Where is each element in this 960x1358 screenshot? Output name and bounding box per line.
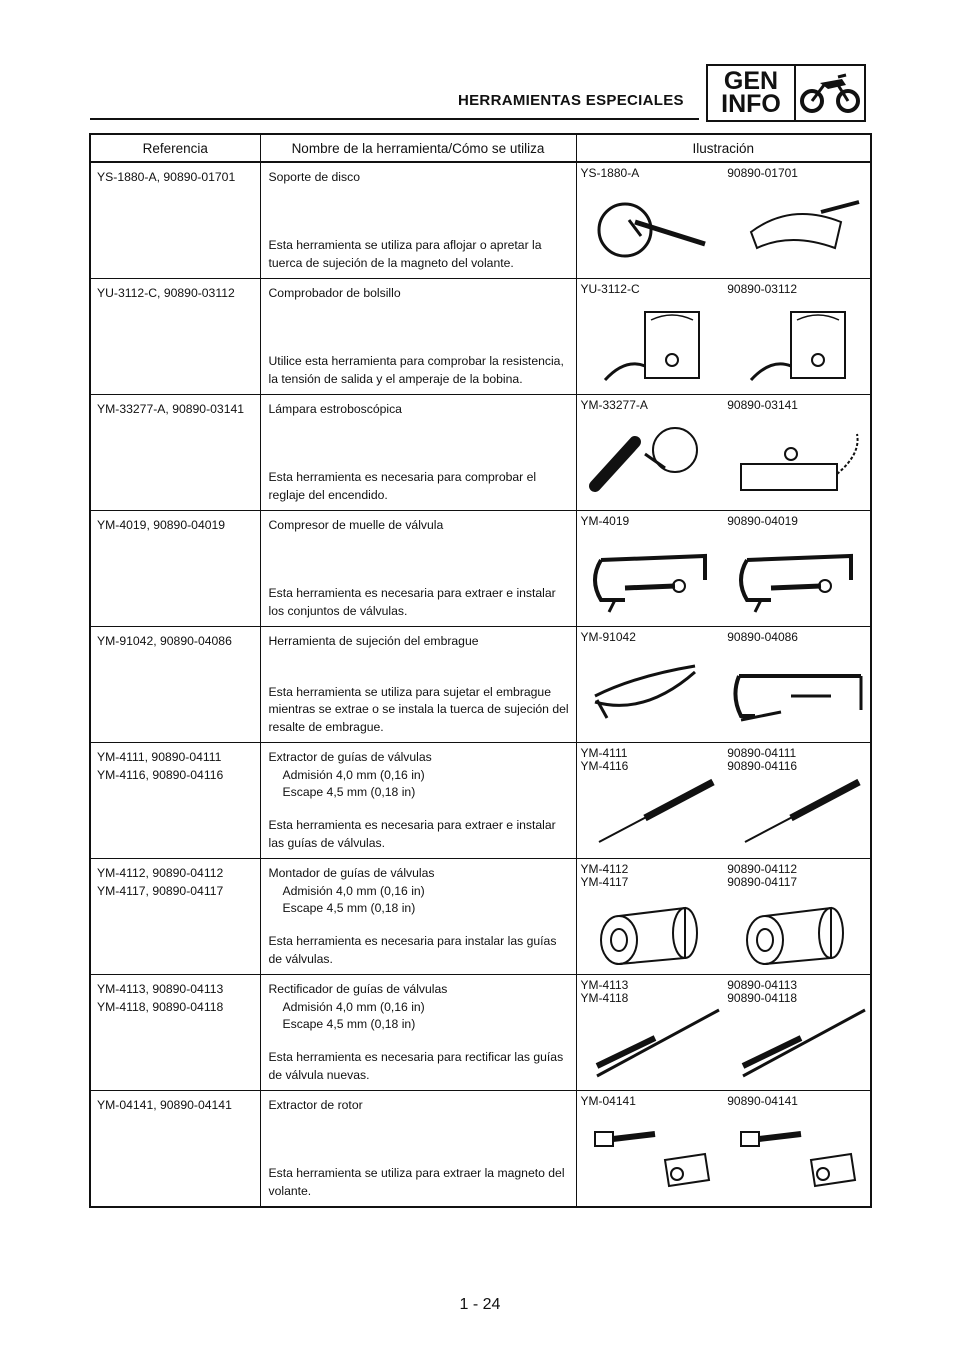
tool-illustration bbox=[731, 192, 869, 272]
reference-code: YM-4111, 90890-04111 bbox=[97, 750, 222, 764]
table-header-row bbox=[90, 134, 871, 162]
tool-illustration bbox=[585, 888, 723, 968]
illustration-cell bbox=[576, 859, 871, 975]
tool-name-cell bbox=[260, 743, 576, 859]
illustration-right bbox=[723, 627, 870, 742]
illustration-label: YM-04141 bbox=[580, 1094, 636, 1108]
table-row bbox=[90, 975, 871, 1091]
illustration-label: 90890-04112 90890-04117 bbox=[727, 862, 798, 889]
illustration-right bbox=[723, 511, 870, 626]
illustration-label: YM-4112 YM-4117 bbox=[580, 862, 629, 889]
table-row bbox=[90, 627, 871, 743]
illustration-left bbox=[577, 279, 724, 394]
reference-cell bbox=[90, 743, 260, 859]
tool-name-cell bbox=[260, 395, 576, 511]
tool-usage: Esta herramienta es necesaria para extraer e instalar los conjuntos de válvulas. bbox=[268, 586, 556, 618]
badge-line-1: GEN bbox=[723, 67, 779, 95]
illustration-left bbox=[577, 1091, 724, 1206]
reference-code: YU-3112-C, 90890-03112 bbox=[97, 286, 235, 300]
illustration-cell bbox=[576, 279, 871, 395]
illustration-label: YM-91042 bbox=[580, 630, 636, 644]
illustration-cell bbox=[576, 395, 871, 511]
tool-name: Compresor de muelle de válvula bbox=[268, 518, 444, 532]
motorcycle-icon bbox=[796, 66, 864, 120]
reference-cell bbox=[90, 627, 260, 743]
tool-name: Extractor de guías de válvulas bbox=[268, 750, 432, 764]
reference-code: YM-4118, 90890-04118 bbox=[97, 999, 224, 1014]
special-tools-table bbox=[89, 133, 872, 1208]
tool-name: Rectificador de guías de válvulas bbox=[268, 982, 448, 996]
illustration-label: YM-4111 YM-4116 bbox=[580, 746, 629, 773]
table-row bbox=[90, 395, 871, 511]
tool-name-cell bbox=[260, 162, 576, 279]
tool-illustration bbox=[731, 424, 869, 504]
illustration-cell bbox=[576, 743, 871, 859]
illustration-label: YM-4019 bbox=[580, 514, 630, 528]
tool-name-cell bbox=[260, 975, 576, 1091]
illustration-right bbox=[723, 743, 870, 858]
reference-code: YM-4112, 90890-04112 bbox=[97, 866, 224, 880]
tool-illustration bbox=[585, 424, 723, 504]
illustration-cell bbox=[576, 162, 871, 279]
reference-cell bbox=[90, 511, 260, 627]
gen-info-badge bbox=[706, 64, 866, 122]
reference-code: YM-4019, 90890-04019 bbox=[97, 518, 226, 532]
tool-illustration bbox=[585, 540, 723, 620]
tool-usage: Esta herramienta se utiliza para aflojar o apretar la tuerca de sujeción de la magneto del volante. bbox=[268, 238, 542, 270]
tool-name-cell bbox=[260, 279, 576, 395]
badge-line-2: INFO bbox=[721, 90, 781, 118]
illustration-right bbox=[723, 395, 870, 510]
column-header-reference: Referencia bbox=[90, 134, 260, 162]
illustration-left bbox=[577, 743, 724, 858]
illustration-label: 90890-04019 bbox=[727, 514, 798, 528]
reference-code: YM-4117, 90890-04117 bbox=[97, 883, 224, 898]
reference-code: YM-4113, 90890-04113 bbox=[97, 982, 224, 996]
tool-usage: Utilice esta herramienta para comprobar la resistencia, la tensión de salida y el amperaje de la bobina. bbox=[268, 354, 564, 386]
illustration-right bbox=[723, 1091, 870, 1206]
tool-illustration bbox=[731, 540, 869, 620]
tool-spec: Escape 4,5 mm (0,18 in) bbox=[282, 785, 416, 799]
illustration-label: YM-33277-A bbox=[580, 398, 648, 412]
illustration-cell bbox=[576, 975, 871, 1091]
tool-name: Extractor de rotor bbox=[268, 1098, 363, 1112]
table-row bbox=[90, 162, 871, 279]
tool-name: Herramienta de sujeción del embrague bbox=[268, 634, 479, 648]
tool-name-cell bbox=[260, 859, 576, 975]
tool-name: Lámpara estroboscópica bbox=[268, 402, 402, 416]
tool-name: Montador de guías de válvulas bbox=[268, 866, 435, 880]
illustration-right bbox=[723, 163, 870, 278]
illustration-left bbox=[577, 859, 724, 974]
illustration-label: 90890-04111 90890-04116 bbox=[727, 746, 798, 773]
tool-illustration bbox=[585, 656, 723, 736]
tool-usage: Esta herramienta es necesaria para comprobar el reglaje del encendido. bbox=[268, 470, 537, 502]
table-row bbox=[90, 859, 871, 975]
illustration-left bbox=[577, 627, 724, 742]
tool-illustration bbox=[731, 1120, 869, 1200]
illustration-label: 90890-03112 bbox=[727, 282, 798, 296]
table-row bbox=[90, 511, 871, 627]
reference-code: YM-33277-A, 90890-03141 bbox=[97, 402, 245, 416]
reference-code: YM-4116, 90890-04116 bbox=[97, 767, 224, 782]
column-header-illustration: Ilustración bbox=[576, 134, 871, 162]
illustration-label: 90890-04113 90890-04118 bbox=[727, 978, 798, 1005]
tool-name-cell bbox=[260, 627, 576, 743]
reference-cell bbox=[90, 162, 260, 279]
reference-cell bbox=[90, 1091, 260, 1208]
tool-illustration bbox=[731, 772, 869, 852]
tool-usage: Esta herramienta es necesaria para extraer e instalar las guías de válvulas. bbox=[268, 818, 556, 850]
tool-spec: Admisión 4,0 mm (0,16 in) bbox=[282, 883, 425, 898]
badge-text bbox=[708, 66, 796, 120]
illustration-left bbox=[577, 163, 724, 278]
tool-illustration bbox=[731, 308, 869, 388]
illustration-label: 90890-04141 bbox=[727, 1094, 798, 1108]
tool-illustration bbox=[585, 308, 723, 388]
illustration-left bbox=[577, 511, 724, 626]
tool-illustration bbox=[585, 1120, 723, 1200]
illustration-label: YU-3112-C bbox=[580, 282, 640, 296]
illustration-label: 90890-01701 bbox=[727, 166, 798, 180]
tool-usage: Esta herramienta se utiliza para extraer la magneto del volante. bbox=[268, 1166, 565, 1198]
tool-illustration bbox=[585, 772, 723, 852]
section-title: HERRAMIENTAS ESPECIALES bbox=[458, 92, 684, 109]
tool-name: Soporte de disco bbox=[268, 170, 360, 184]
illustration-left bbox=[577, 395, 724, 510]
illustration-cell bbox=[576, 1091, 871, 1208]
tool-name-cell bbox=[260, 511, 576, 627]
illustration-right bbox=[723, 859, 870, 974]
illustration-left bbox=[577, 975, 724, 1090]
table-row bbox=[90, 743, 871, 859]
illustration-label: 90890-03141 bbox=[727, 398, 798, 412]
reference-code: YS-1880-A, 90890-01701 bbox=[97, 170, 236, 184]
illustration-cell bbox=[576, 511, 871, 627]
illustration-right bbox=[723, 975, 870, 1090]
table-row bbox=[90, 1091, 871, 1208]
tool-illustration bbox=[585, 192, 723, 272]
tool-illustration bbox=[585, 1004, 723, 1084]
illustration-label: YS-1880-A bbox=[580, 166, 640, 180]
tool-spec: Escape 4,5 mm (0,18 in) bbox=[282, 901, 416, 915]
reference-cell bbox=[90, 395, 260, 511]
reference-code: YM-91042, 90890-04086 bbox=[97, 634, 232, 648]
tool-illustration bbox=[731, 656, 869, 736]
illustration-cell bbox=[576, 627, 871, 743]
tool-usage: Esta herramienta es necesaria para instalar las guías de válvulas. bbox=[268, 934, 557, 966]
header-rule bbox=[90, 118, 699, 120]
table-row bbox=[90, 279, 871, 395]
page-number: 1 - 24 bbox=[459, 1296, 501, 1313]
reference-cell bbox=[90, 279, 260, 395]
tool-spec: Escape 4,5 mm (0,18 in) bbox=[282, 1017, 416, 1031]
reference-cell bbox=[90, 859, 260, 975]
column-header-tool-name: Nombre de la herramienta/Cómo se utiliza bbox=[260, 134, 576, 162]
tool-spec: Admisión 4,0 mm (0,16 in) bbox=[282, 999, 425, 1014]
reference-code: YM-04141, 90890-04141 bbox=[97, 1098, 232, 1112]
illustration-label: 90890-04086 bbox=[727, 630, 798, 644]
tool-name-cell bbox=[260, 1091, 576, 1208]
tool-illustration bbox=[731, 1004, 869, 1084]
tool-name: Comprobador de bolsillo bbox=[268, 286, 401, 300]
tool-usage: Esta herramienta se utiliza para sujetar el embrague mientras se extrae o se instala la tuerca de sujeción del resalte de embrague. bbox=[268, 684, 569, 734]
tool-usage: Esta herramienta es necesaria para rectificar las guías de válvula nuevas. bbox=[268, 1050, 564, 1082]
tool-spec: Admisión 4,0 mm (0,16 in) bbox=[282, 767, 425, 782]
illustration-label: YM-4113 YM-4118 bbox=[580, 978, 629, 1005]
reference-cell bbox=[90, 975, 260, 1091]
illustration-right bbox=[723, 279, 870, 394]
tool-illustration bbox=[731, 888, 869, 968]
